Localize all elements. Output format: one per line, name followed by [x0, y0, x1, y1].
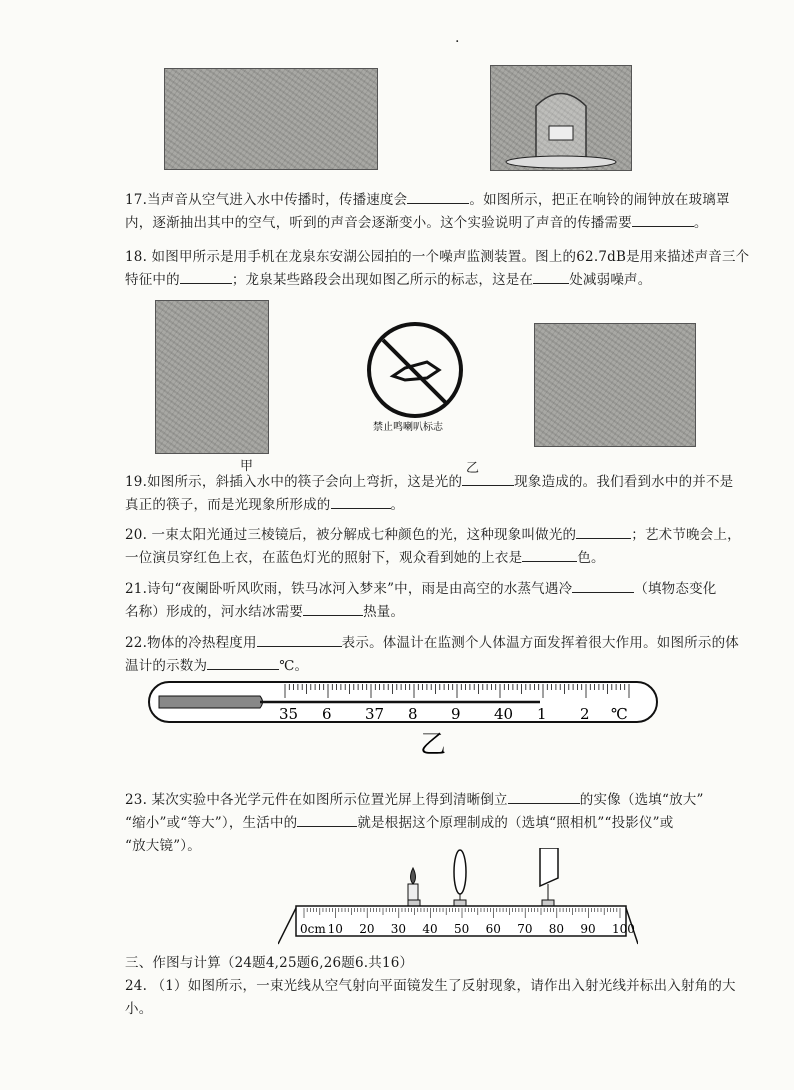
- figure-label-jia: 甲: [240, 459, 254, 474]
- section-3: [125, 952, 765, 1021]
- q21-text-4: 热量。: [363, 604, 405, 620]
- thermometer-scale-label: 8: [408, 705, 418, 723]
- thermometer-scale-label: 37: [365, 705, 385, 723]
- q18-text-2: 特征中的: [125, 272, 180, 288]
- candle-flame-icon: [411, 868, 416, 884]
- bench-scale-label: 20: [359, 922, 375, 936]
- q22-text-2: 表示。体温计在监测个人体温方面发挥着很大作用。如图所示的体: [341, 635, 739, 651]
- q22-blank-1[interactable]: [257, 632, 342, 647]
- thermometer-bulb: [159, 696, 263, 708]
- q18-text-4: 处减弱噪声。: [569, 272, 652, 288]
- thermometer-figure-label: 乙: [420, 730, 447, 758]
- q20-blank-2[interactable]: [522, 547, 577, 562]
- sign-caption: 禁止鸣喇叭标志: [373, 422, 443, 433]
- q20-text-2: ；艺术节晚会上，: [631, 527, 741, 543]
- q18-blank-1[interactable]: [180, 269, 232, 284]
- question-20: [125, 524, 765, 570]
- q19-blank-2[interactable]: [331, 494, 391, 509]
- bench-scale-label: 90: [580, 922, 596, 936]
- bench-scale-label: 50: [454, 922, 470, 936]
- q22-text-4: ℃。: [279, 658, 309, 674]
- light-screen: [540, 848, 558, 886]
- bench-scale-label: 60: [485, 922, 501, 936]
- q19-text-3: 真正的筷子，而是光现象所形成的: [125, 497, 331, 513]
- q20-text-3: 一位演员穿红色上衣，在蓝色灯光的照射下，观众看到她的上衣是: [125, 550, 523, 566]
- bell-jar-illustration: [491, 66, 631, 170]
- figure-label-yi: 乙: [466, 461, 480, 476]
- bench-scale-label: 0cm: [300, 922, 326, 936]
- q19-text-4: 。: [390, 497, 405, 513]
- q22-text-1: 22.物体的冷热程度用: [125, 635, 257, 651]
- q17-text-3: 内，逐渐抽出其中的空气，听到的声音会逐渐变小。这个实验说明了声音的传播需要: [125, 215, 632, 231]
- q17-text-2: 。如图所示，把正在响铃的闹钟放在玻璃罩: [469, 192, 730, 208]
- q18-text-1: 18. 如图甲所示是用手机在龙泉东安湖公园拍的一个噪声监测装置。图上的62.7dB是用来描述声音三个: [125, 249, 750, 265]
- no-horn-sign: [365, 318, 475, 436]
- q22-blank-2[interactable]: [207, 655, 279, 670]
- question-19: [125, 471, 765, 517]
- question-17: [125, 189, 765, 235]
- photo-chopsticks-water: [534, 323, 696, 447]
- q23-blank-2[interactable]: [297, 812, 357, 827]
- q17-text-1: 17.当声音从空气进入水中传播时，传播速度会: [125, 192, 408, 208]
- optical-bench: [278, 848, 638, 948]
- section-3-heading: 三、作图与计算（24题4,25题6,26题6.共16）: [125, 955, 414, 971]
- q21-blank-1[interactable]: [572, 578, 634, 593]
- q23-text-5: “放大镜”）。: [125, 838, 201, 854]
- q20-blank-1[interactable]: [576, 524, 631, 539]
- q24-text-1: 24. （1）如图所示，一束光线从空气射向平面镜发生了反射现象，请作出入射光线并标出入射角的大: [125, 978, 736, 994]
- photo-left-top: [164, 68, 378, 170]
- q21-text-1: 21.诗句“夜阑卧听风吹雨，铁马冰河入梦来”中，雨是由高空的水蒸气遇冷: [125, 581, 573, 597]
- q22-text-3: 温计的示数为: [125, 658, 208, 674]
- q19-blank-1[interactable]: [462, 471, 514, 486]
- bench-scale-label: 100: [612, 922, 635, 936]
- thermometer-scale-label: 2: [580, 705, 590, 723]
- q23-blank-1[interactable]: [508, 789, 580, 804]
- bench-scale-label: 40: [422, 922, 438, 936]
- photo-bell-jar: [490, 65, 632, 171]
- q17-text-4: 。: [693, 215, 708, 231]
- bench-scale-label: 80: [548, 922, 565, 936]
- q23-text-4: 就是根据这个原理制成的（选填“照相机”“投影仪”或: [357, 815, 674, 831]
- q17-blank-1[interactable]: [407, 189, 469, 204]
- thermometer-scale-label: 35: [279, 705, 299, 723]
- bench-scale-label: 30: [390, 922, 407, 936]
- photo-noise-monitor: [155, 300, 269, 454]
- bench-scale-label: 10: [327, 922, 343, 936]
- q21-text-3: 名称）形成的，河水结冰需要: [125, 604, 304, 620]
- convex-lens: [454, 850, 466, 894]
- bench-scale-label: 70: [517, 922, 533, 936]
- q23-text-2: 的实像（选填“放大”: [579, 792, 704, 808]
- thermometer-unit: ℃: [611, 705, 628, 723]
- q24-text-2: 小。: [125, 1001, 153, 1017]
- q18-text-3: ；龙泉某些路段会出现如图乙所示的标志，这是在: [231, 272, 534, 288]
- q21-blank-2[interactable]: [303, 601, 363, 616]
- q19-text-2: 现象造成的。我们看到水中的并不是: [514, 474, 734, 490]
- q21-text-2: （填物态变化: [634, 581, 717, 597]
- thermometer-scale-label: 1: [537, 705, 547, 723]
- q20-text-4: 色。: [577, 550, 605, 566]
- bench-leg-left: [278, 908, 296, 944]
- q23-text-3: “缩小”或“等大”），生活中的: [125, 815, 298, 831]
- thermometer-scale-label: 6: [322, 705, 332, 723]
- thermometer-scale-label: 9: [451, 705, 461, 723]
- page-dot: .: [455, 30, 460, 46]
- question-18: [125, 246, 765, 292]
- question-22: [125, 632, 765, 678]
- q19-text-1: 19.如图所示，斜插入水中的筷子会向上弯折，这是光的: [125, 474, 463, 490]
- q23-text-1: 23. 某次实验中各光学元件在如图所示位置光屏上得到清晰倒立: [125, 792, 508, 808]
- q20-text-1: 20. 一束太阳光通过三棱镜后，被分解成七种颜色的光，这种现象叫做光的: [125, 527, 577, 543]
- q18-blank-2[interactable]: [533, 269, 569, 284]
- clinical-thermometer: [145, 678, 665, 758]
- q17-blank-2[interactable]: [632, 212, 694, 227]
- question-21: [125, 578, 765, 624]
- thermometer-scale-label: 40: [494, 705, 514, 723]
